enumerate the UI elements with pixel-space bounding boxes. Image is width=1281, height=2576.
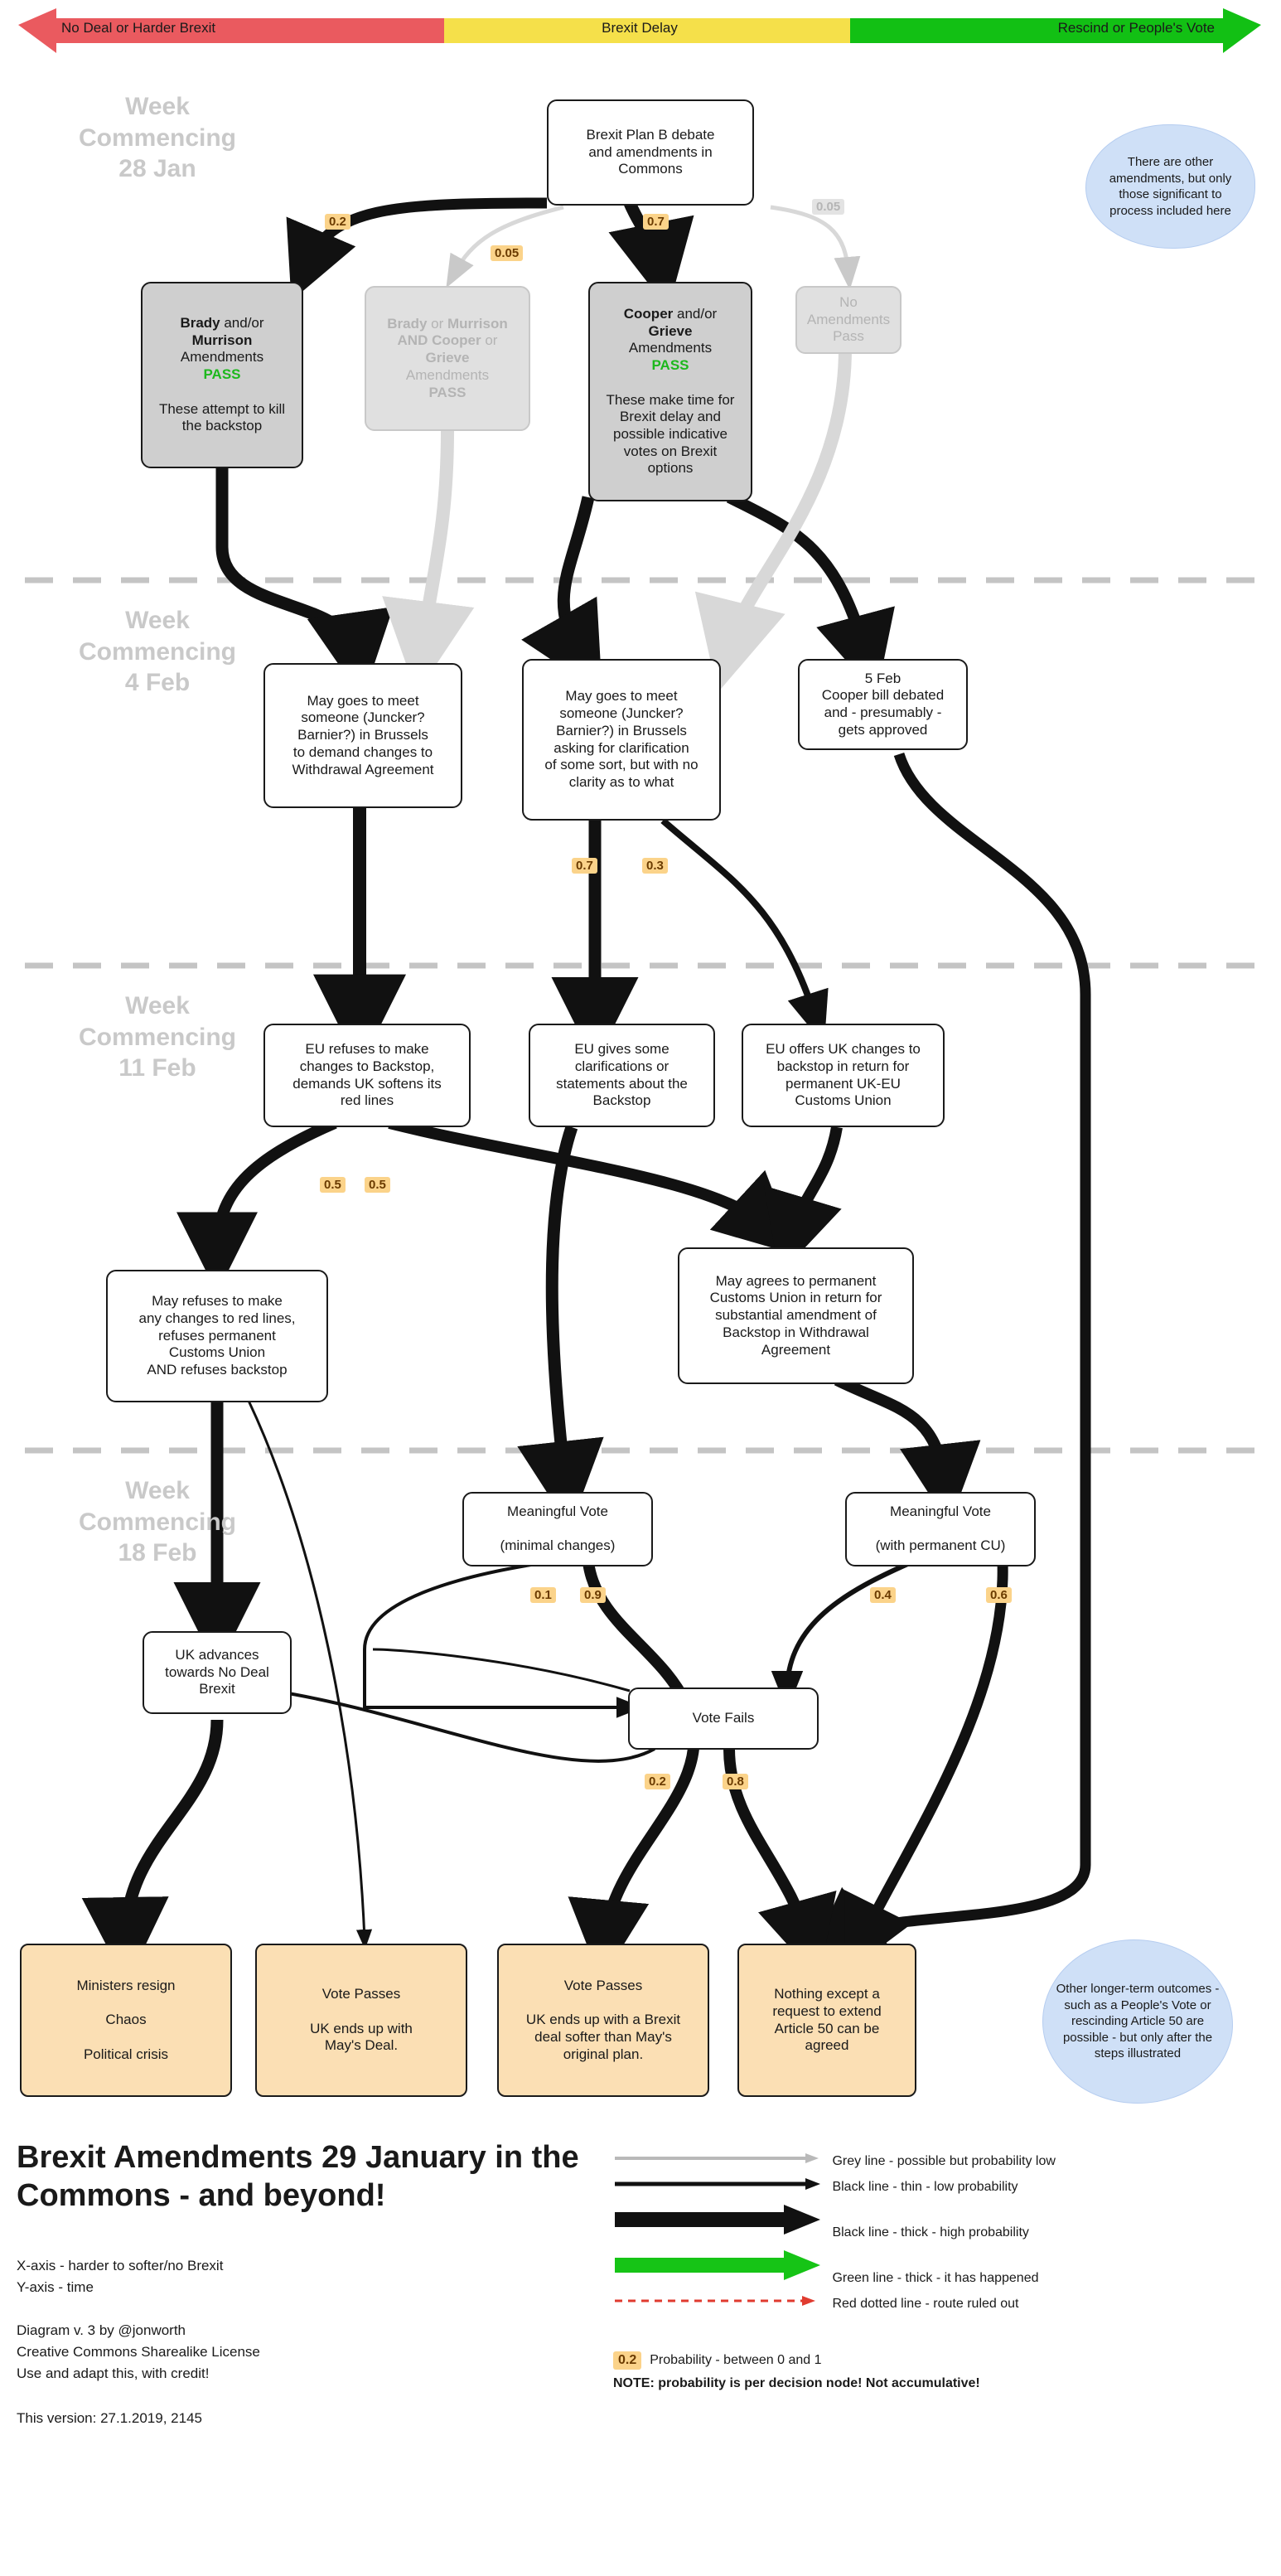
- node-cooper-text: Cooper and/or Grieve Amendments PASS These make time for Brexit delay and possible indicative votes on Brexit options: [606, 305, 735, 477]
- node-brady-and-cooper-faded[interactable]: [365, 286, 530, 431]
- node-may-demand-text: May goes to meet someone (Juncker? Barnier?) in Brussels to demand changes to Withdrawal Agreement: [292, 692, 434, 777]
- node-eu-offers-changes[interactable]: [742, 1024, 945, 1127]
- legend-item-grey-line: [613, 2152, 1268, 2169]
- node-vote-fails[interactable]: [628, 1687, 819, 1750]
- node-start-text: Brexit Plan B debate and amendments in Commons: [586, 126, 715, 177]
- node-may-agrees-text: May agrees to permanent Customs Union in return for substantial amendment of Backstop in Withdrawal Agreement: [709, 1272, 882, 1358]
- outcome-vote-passes-softer[interactable]: [497, 1944, 709, 2097]
- week-label-18-feb: Week Commencing 18 Feb: [78, 1477, 237, 1566]
- node-meaningful-vote-minimal[interactable]: [462, 1492, 653, 1566]
- node-cooper-bill-approved[interactable]: [798, 659, 968, 750]
- outcome-chaos-text: Ministers resign Chaos Political crisis: [76, 1977, 176, 2062]
- legend-probability: [613, 2351, 1268, 2370]
- prob-fails-08: 0.8: [723, 1774, 748, 1789]
- green-thick-line-icon: [613, 2249, 829, 2282]
- outcome-softer-text: Vote Passes UK ends up with a Brexit deal softer than May's original plan.: [525, 1977, 681, 2062]
- prob-clarify-03: 0.3: [642, 858, 668, 874]
- prob-mvmin-09: 0.9: [580, 1587, 606, 1603]
- node-uk-advances-no-deal[interactable]: [143, 1631, 292, 1714]
- outcome-article50-text: Nothing except a request to extend Article 50 can be agreed: [772, 1986, 882, 2054]
- axis-note-x: X-axis - harder to softer/no Brexit: [17, 2258, 224, 2273]
- outcome-mays-deal-text: Vote Passes UK ends up with May's Deal.: [310, 1986, 413, 2054]
- node-may-refuses-changes[interactable]: [106, 1270, 328, 1402]
- prob-mvcu-06: 0.6: [986, 1587, 1012, 1603]
- prob-start-brady: 0.2: [325, 214, 350, 230]
- prob-mvmin-01: 0.1: [530, 1587, 556, 1603]
- legend-item-red-dotted: [613, 2294, 1268, 2312]
- week-label-28-jan: Week Commencing 28 Jan: [78, 93, 237, 182]
- node-mv-minimal-text: Meaningful Vote (minimal changes): [500, 1503, 616, 1554]
- prob-mvcu-04: 0.4: [870, 1587, 896, 1603]
- node-no-deal-text: UK advances towards No Deal Brexit: [165, 1646, 269, 1697]
- version-stamp: This version: 27.1.2019, 2145: [17, 2410, 202, 2426]
- credit-license: Creative Commons Sharealike License: [17, 2344, 260, 2360]
- legend-caption-black-thick: Black line - thick - high probability: [832, 2225, 1029, 2239]
- bar-label-right: Rescind or People's Vote: [1057, 20, 1215, 36]
- node-eu-clarifies[interactable]: [529, 1024, 715, 1127]
- prob-start-noamend: 0.05: [812, 199, 844, 215]
- prob-eurefuses-05b: 0.5: [365, 1177, 390, 1193]
- node-brady-text: Brady and/or Murrison Amendments PASS These attempt to kill the backstop: [158, 314, 286, 434]
- node-may-ask-clarification[interactable]: [522, 659, 721, 821]
- outcome-extend-article-50[interactable]: [737, 1944, 916, 2097]
- legend-caption-black-thin: Black line - thin - low probability: [832, 2180, 1018, 2194]
- legend-item-green-thick: [613, 2249, 1268, 2286]
- grey-line-icon: [613, 2152, 829, 2165]
- prob-clarify-07: 0.7: [572, 858, 597, 874]
- credit-reuse: Use and adapt this, with credit!: [17, 2365, 210, 2381]
- prob-eurefuses-05a: 0.5: [320, 1177, 346, 1193]
- node-eu-refuses-text: EU refuses to make changes to Backstop, demands UK softens its red lines: [292, 1041, 442, 1109]
- credit-author: Diagram v. 3 by @jonworth: [17, 2322, 186, 2338]
- week-label-11-feb: Week Commencing 11 Feb: [78, 992, 237, 1082]
- node-no-amendments-text: No Amendments Pass: [806, 293, 891, 345]
- note-cloud-top: [1085, 124, 1255, 249]
- node-brady-murrison[interactable]: [141, 282, 303, 468]
- black-thick-line-icon: [613, 2203, 829, 2236]
- legend-prob-note: NOTE: probability is per decision node! Not accumulative!: [613, 2376, 980, 2390]
- bar-label-left: No Deal or Harder Brexit: [61, 20, 216, 36]
- legend-prob-caption: Probability - between 0 and 1: [650, 2353, 822, 2367]
- legend-item-black-thin: [613, 2177, 1268, 2195]
- node-may-refuses-text: May refuses to make any changes to red lines, refuses permanent Customs Union AND refuses backstop: [138, 1293, 296, 1378]
- bar-label-center: Brexit Delay: [602, 20, 678, 36]
- brexit-spectrum-bar: [18, 7, 1261, 55]
- prob-fails-02: 0.2: [645, 1774, 670, 1789]
- outcome-vote-passes-mays-deal[interactable]: [255, 1944, 467, 2097]
- node-brady-cooper-text: Brady or Murrison AND Cooper or Grieve Amendments PASS: [387, 315, 508, 400]
- node-eu-clarifies-text: EU gives some clarifications or statements about the Backstop: [556, 1041, 688, 1109]
- node-eu-offers-text: EU offers UK changes to backstop in return for permanent UK-EU Customs Union: [766, 1041, 921, 1109]
- prob-start-cooper: 0.7: [643, 214, 669, 230]
- node-no-amendments-pass[interactable]: [795, 286, 902, 354]
- note-cloud-bottom: [1042, 1939, 1233, 2104]
- week-label-4-feb: Week Commencing 4 Feb: [78, 607, 237, 696]
- legend-prob-swatch: 0.2: [613, 2351, 641, 2370]
- node-meaningful-vote-cu[interactable]: [845, 1492, 1036, 1566]
- legend-caption-red-dotted: Red dotted line - route ruled out: [832, 2297, 1019, 2311]
- node-may-agrees-customs-union[interactable]: [678, 1247, 914, 1384]
- node-vote-fails-text: Vote Fails: [692, 1710, 755, 1726]
- node-may-clarify-text: May goes to meet someone (Juncker? Barnier?) in Brussels asking for clarification of some sort, but with no clarity as to what: [544, 688, 699, 790]
- red-dotted-line-icon: [613, 2294, 829, 2307]
- node-cooper-bill-text: 5 Feb Cooper bill debated and - presumably - gets approved: [821, 670, 945, 738]
- page-title: Brexit Amendments 29 January in the Commons - and beyond!: [17, 2140, 579, 2214]
- black-thin-line-icon: [613, 2177, 829, 2191]
- legend: [613, 2152, 1268, 2391]
- note-cloud-top-text: There are other amendments, but only those significant to process included here: [1109, 155, 1232, 218]
- outcome-ministers-resign[interactable]: [20, 1944, 232, 2097]
- legend-caption-green-thick: Green line - thick - it has happened: [832, 2271, 1039, 2285]
- legend-item-black-thick: [613, 2203, 1268, 2240]
- note-cloud-bottom-text: Other longer-term outcomes - such as a People's Vote or rescinding Article 50 are possible - but only after the steps illustrated: [1056, 1982, 1220, 2061]
- node-cooper-grieve[interactable]: [588, 282, 752, 501]
- node-start[interactable]: [547, 99, 754, 206]
- prob-start-faded-a: 0.05: [491, 245, 523, 261]
- legend-caption-grey: Grey line - possible but probability low: [832, 2154, 1056, 2168]
- node-mv-cu-text: Meaningful Vote (with permanent CU): [875, 1503, 1006, 1554]
- node-eu-refuses[interactable]: [263, 1024, 471, 1127]
- node-may-demand-changes[interactable]: [263, 663, 462, 808]
- axis-note-y: Y-axis - time: [17, 2279, 94, 2295]
